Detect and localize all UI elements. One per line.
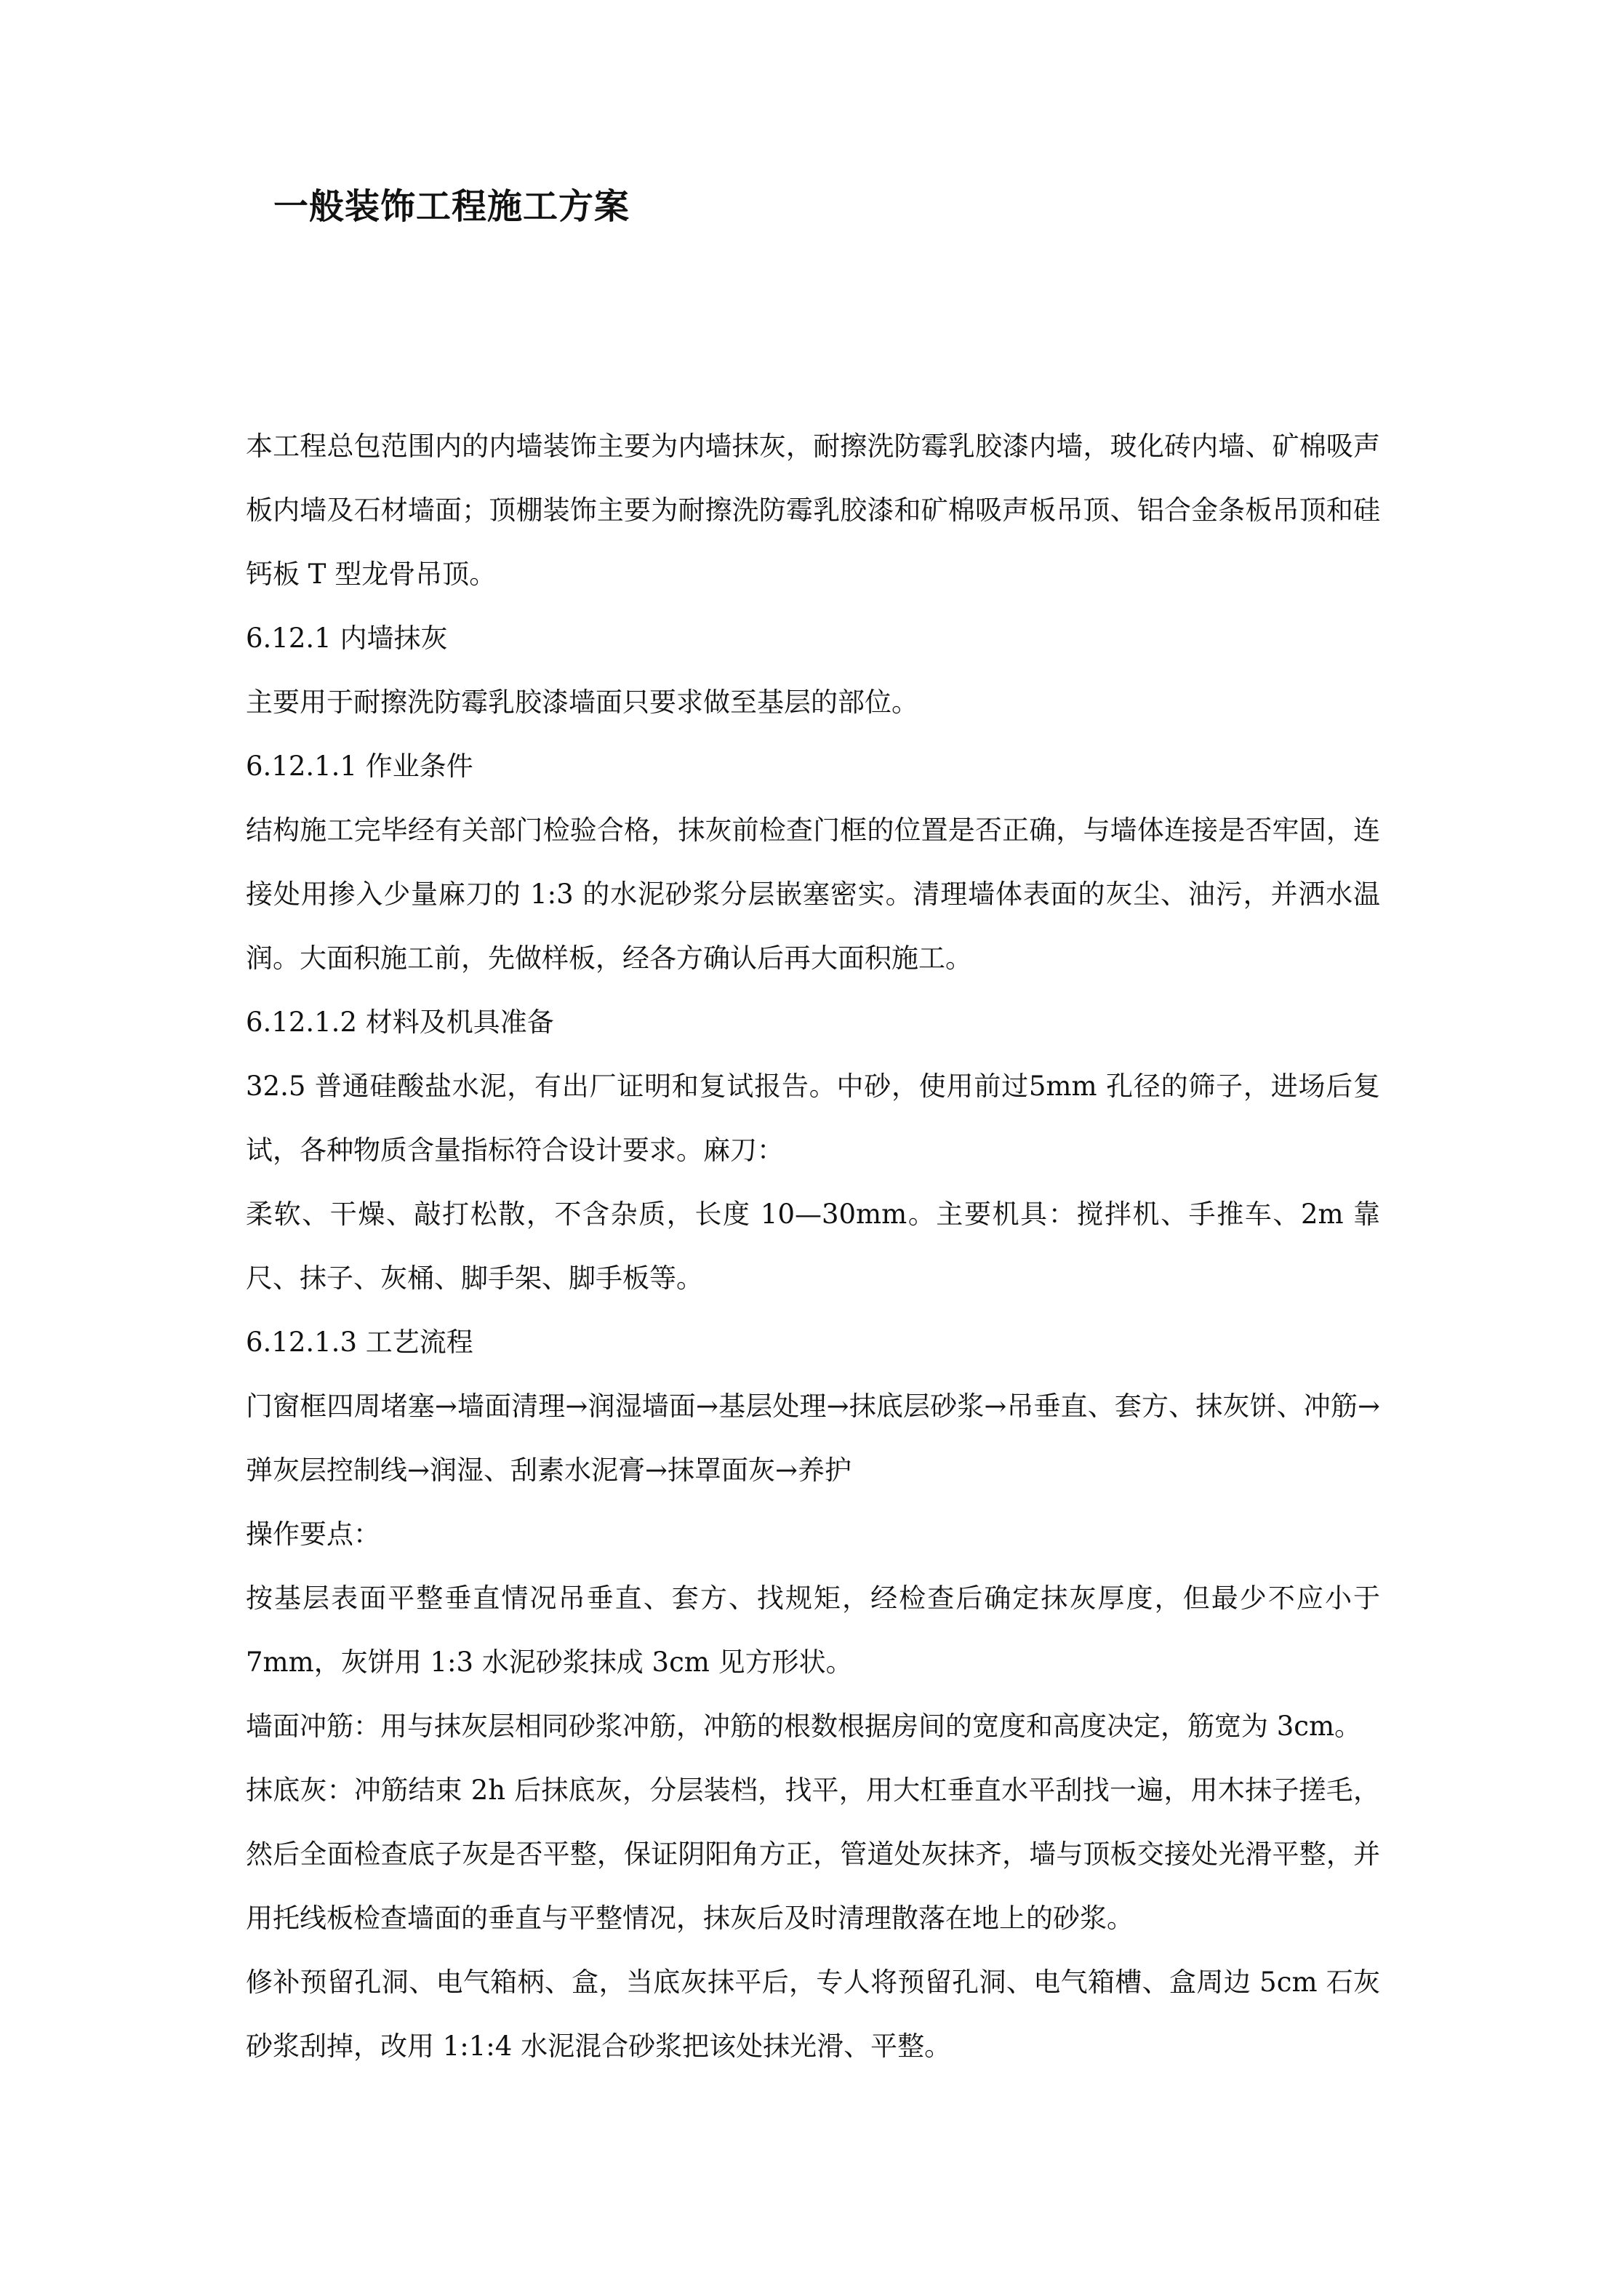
intro-paragraph: 本工程总包范围内的内墙装饰主要为内墙抹灰，耐擦洗防霉乳胶漆内墙，玻化砖内墙、矿棉吸声板内墙及石材墙面；顶棚装饰主要为耐擦洗防霉乳胶漆和矿棉吸声板吊顶、铝合金条板吊顶和硅钙板 T 型龙骨吊顶。 xyxy=(246,431,1380,590)
key-points-label: 操作要点： xyxy=(246,1519,380,1550)
document-body xyxy=(246,415,1380,2079)
document-title: 一般装饰工程施工方案 xyxy=(273,186,630,227)
materials-paragraph: 32.5 普通硅酸盐水泥，有出厂证明和复试报告。中砂，使用前过5mm 孔径的筛子，进场后复试，各种物质含量指标符合设计要求。麻刀： xyxy=(246,1071,1380,1166)
section-heading-6-12-1-2: 6.12.1.2 材料及机具准备 xyxy=(246,1007,554,1038)
key-point-paragraph: 墙面冲筋：用与抹灰层相同砂浆冲筋，冲筋的根数根据房间的宽度和高度决定，筋宽为 3cm。 xyxy=(246,1711,1362,1742)
section-heading-6-12-1: 6.12.1 内墙抹灰 xyxy=(246,623,448,654)
section-text-6-12-1-1: 结构施工完毕经有关部门检验合格，抹灰前检查门框的位置是否正确，与墙体连接是否牢固，连接处用掺入少量麻刀的 1:3 的水泥砂浆分层嵌塞密实。清理墙体表面的灰尘、油污，并洒水温润。大面积施工前，先做样板，经各方确认后再大面积施工。 xyxy=(246,815,1380,974)
key-point-paragraph: 修补预留孔洞、电气箱柄、盒，当底灰抹平后，专人将预留孔洞、电气箱槽、盒周边 5cm 石灰砂浆刮掉，改用 1:1:4 水泥混合砂浆把该处抹光滑、平整。 xyxy=(246,1967,1380,2062)
section-text-6-12-1: 主要用于耐擦洗防霉乳胶漆墙面只要求做至基层的部位。 xyxy=(246,687,918,718)
tools-paragraph: 柔软、干燥、敲打松散，不含杂质，长度 10—30mm。主要机具：搅拌机、手推车、2m 靠尺、抹子、灰桶、脚手架、脚手板等。 xyxy=(246,1199,1380,1294)
process-flow-paragraph: 门窗框四周堵塞→墙面清理→润湿墙面→基层处理→抹底层砂浆→吊垂直、套方、抹灰饼、冲筋→弹灰层控制线→润湿、刮素水泥膏→抹罩面灰→养护 xyxy=(246,1391,1380,1486)
section-heading-6-12-1-3: 6.12.1.3 工艺流程 xyxy=(246,1327,473,1358)
key-point-paragraph: 抹底灰：冲筋结束 2h 后抹底灰，分层装档，找平，用大杠垂直水平刮找一遍，用木抹子搓毛，然后全面检查底子灰是否平整，保证阴阳角方正，管道处灰抹齐，墙与顶板交接处光滑平整，并用托线板检查墙面的垂直与平整情况，抹灰后及时清理散落在地上的砂浆。 xyxy=(246,1775,1380,1934)
key-point-paragraph: 按基层表面平整垂直情况吊垂直、套方、找规矩，经检查后确定抹灰厚度，但最少不应小于7mm，灰饼用 1:3 水泥砂浆抹成 3cm 见方形状。 xyxy=(246,1583,1380,1678)
section-heading-6-12-1-1: 6.12.1.1 作业条件 xyxy=(246,751,473,782)
